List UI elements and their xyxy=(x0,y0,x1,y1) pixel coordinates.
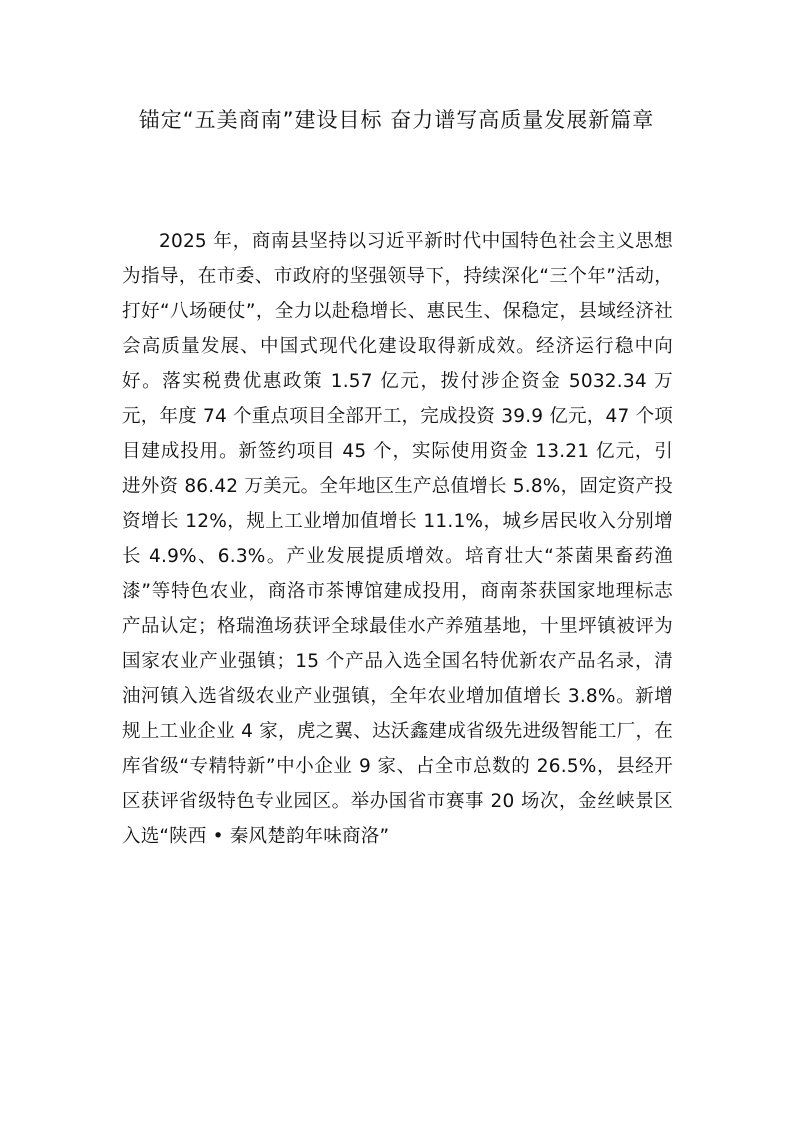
document-title: 锚定“五美商南”建设目标 奋力谱写高质量发展新篇章 xyxy=(138,108,655,132)
body-paragraph: 2025 年，商南县坚持以习近平新时代中国特色社会主义思想为指导，在市委、市政府的坚强领导下，持续深化“三个年”活动，打好“八场硬仗”，全力以赴稳增长、惠民生、保稳定，县域经济社会高质量发展、中国式现代化建设取得新成效。经济运行稳中向好。落实税费优惠政策 1.57 亿元，拨付涉企资金 5032.34 万元，年度 74 个重点项目全部开工，完成投资 39.9 亿元，47 个项目建成投用。新签约项目 45 个，实际使用资金 13.21 亿元，引进外资 86.42 万美元。全年地区生产总值增长 5.8%，固定资产投资增长 12%，规上工业增加值增长 11.1%，城乡居民收入分别增长 4.9%、6.3%。产业发展提质增效。培育壮大“茶菌果畜药渔漆”等特色农业，商洛市茶博馆建成投用，商南茶获国家地理标志产品认定；格瑞渔场获评全球最佳水产养殖基地，十里坪镇被评为国家农业产业强镇；15 个产品入选全国名特优新农产品名录，清油河镇入选省级农业产业强镇，全年农业增加值增长 3.8%。新增规上工业企业 4 家，虎之翼、达沃鑫建成省级先进级智能工厂，在库省级“专精特新”中小企业 9 家、占全市总数的 26.5%，县经开区获评省级特色专业园区。举办国省市赛事 20 场次，金丝峡景区入选“陕西 • 秦风楚韵年味商洛” xyxy=(122,231,673,847)
